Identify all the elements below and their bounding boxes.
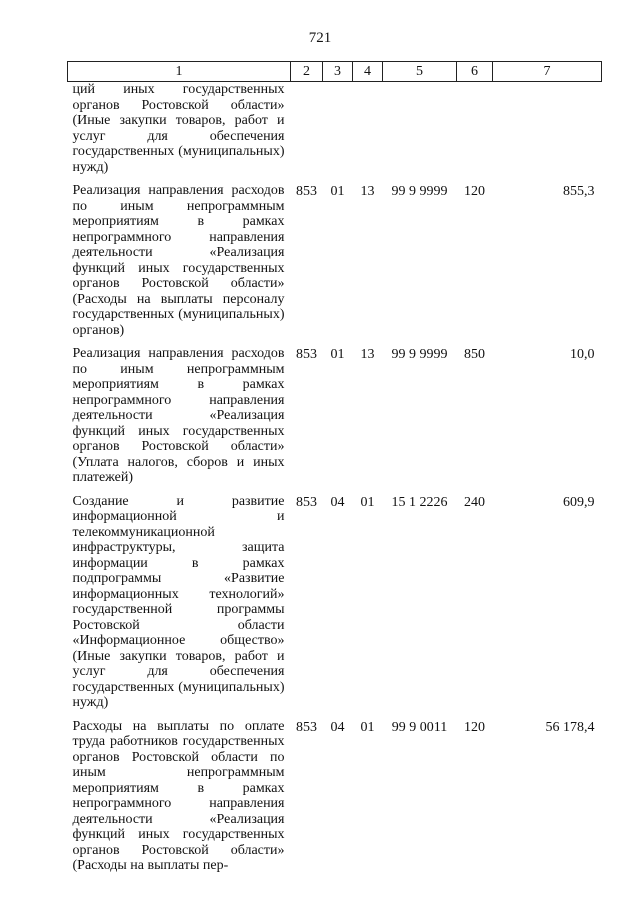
row-rz bbox=[323, 82, 353, 184]
row-csr bbox=[383, 82, 457, 184]
column-header-7: 7 bbox=[493, 62, 602, 82]
column-header-1: 1 bbox=[68, 62, 291, 82]
row-name: Реализация направления расходов по иным непрограммным мероприятиям в рамках непрограммного направления деятельности «Реализация функций иных государственных органов Ростовской области» (Расходы на выплаты персоналу государственных (муниципальных) органов) bbox=[72, 183, 285, 338]
row-vr bbox=[457, 82, 493, 184]
row-vr: 120 bbox=[464, 719, 485, 735]
row-vr: 120 bbox=[464, 184, 485, 199]
row-ved: 853 bbox=[296, 184, 317, 199]
column-header-4: 4 bbox=[353, 62, 383, 82]
table-row bbox=[68, 82, 602, 184]
row-sum: 10,0 bbox=[570, 347, 595, 362]
row-sum: 609,9 bbox=[563, 494, 595, 510]
column-header-3: 3 bbox=[323, 62, 353, 82]
row-csr: 15 1 2226 bbox=[391, 494, 448, 510]
table-row bbox=[68, 346, 602, 494]
row-vr: 850 bbox=[464, 347, 485, 362]
table-row bbox=[68, 494, 602, 719]
budget-table bbox=[67, 61, 602, 874]
row-pr: 01 bbox=[360, 494, 375, 510]
row-vr: 240 bbox=[464, 494, 485, 510]
table-header-row bbox=[68, 62, 602, 82]
column-header-2: 2 bbox=[291, 62, 323, 82]
row-pr: 13 bbox=[360, 347, 375, 362]
row-pr: 13 bbox=[360, 184, 375, 199]
table-row bbox=[68, 183, 602, 346]
row-csr: 99 9 9999 bbox=[391, 184, 448, 199]
row-rz: 04 bbox=[330, 494, 345, 510]
column-header-6: 6 bbox=[457, 62, 493, 82]
row-csr: 99 9 0011 bbox=[391, 719, 448, 735]
page-number: 721 bbox=[308, 30, 332, 46]
row-csr: 99 9 9999 bbox=[391, 347, 448, 362]
row-ved bbox=[291, 82, 323, 184]
row-name: Создание и развитие информационной и телекоммуникационной инфраструктуры, защита информации в рамках подпрограммы «Развитие информационных технологий» государственной программы Ростовской области «Информационное общество» (Иные закупки товаров, работ и услуг для обеспечения государственных (муниципальных) нужд) bbox=[72, 493, 285, 710]
row-ved: 853 bbox=[296, 347, 317, 362]
row-rz: 04 bbox=[330, 719, 345, 735]
row-pr bbox=[353, 82, 383, 184]
row-ved: 853 bbox=[296, 719, 317, 735]
row-rz: 01 bbox=[330, 347, 345, 362]
column-header-5: 5 bbox=[383, 62, 457, 82]
row-sum: 56 178,4 bbox=[545, 719, 595, 735]
row-sum bbox=[493, 82, 602, 184]
row-name: Расходы на выплаты по оплате труда работников государственных органов Ростовской области по иным непрограммным мероприятиям в рамках непрограммного направления деятельности «Реализация функций иных государственных органов Ростовской области» (Расходы на выплаты пер- bbox=[72, 718, 285, 873]
row-rz: 01 bbox=[330, 184, 345, 199]
row-name: ций иных государственных органов Ростовской области» (Иные закупки товаров, работ и услуг для обеспечения государственных (муниципальных) нужд) bbox=[72, 82, 285, 175]
table-row bbox=[68, 719, 602, 874]
row-name: Реализация направления расходов по иным непрограммным мероприятиям в рамках непрограммного направления деятельности «Реализация функций иных государственных органов Ростовской области» (Уплата налогов, сборов и иных платежей) bbox=[72, 346, 285, 485]
row-ved: 853 bbox=[296, 494, 317, 510]
row-pr: 01 bbox=[360, 719, 375, 735]
row-sum: 855,3 bbox=[563, 184, 595, 199]
